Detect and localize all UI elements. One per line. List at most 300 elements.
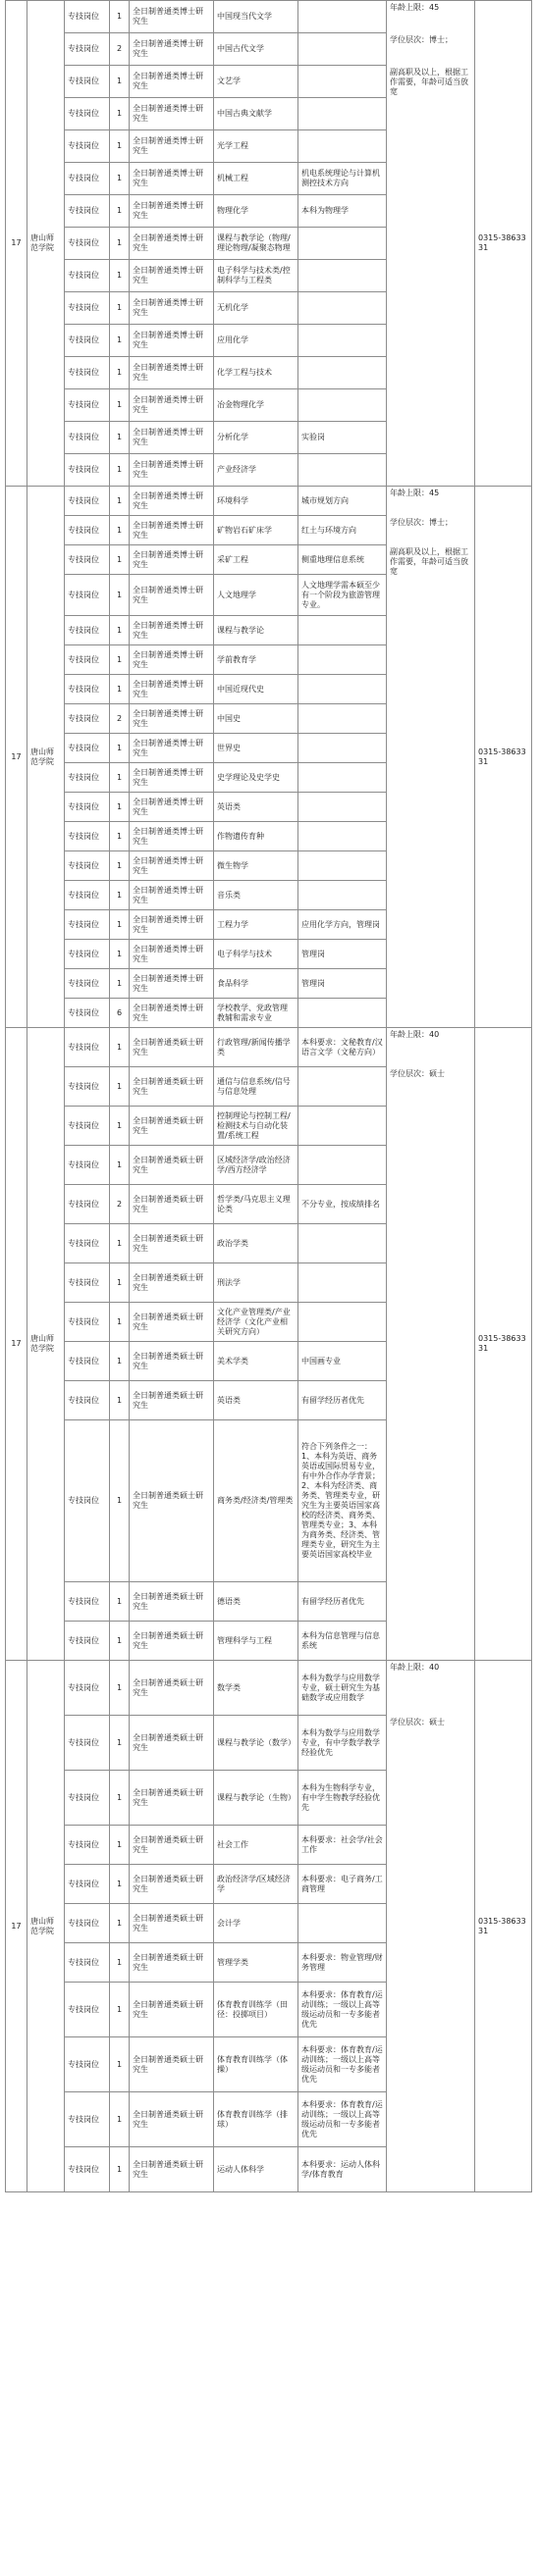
headcount-cell: 1: [110, 616, 130, 645]
education-cell: 全日制普通类博士研究生: [130, 98, 214, 130]
headcount-cell: 1: [110, 1622, 130, 1661]
requirement-text: 年龄上限：45: [390, 3, 440, 12]
position-type-cell: 专技岗位: [65, 516, 110, 545]
major-cell: 文艺学: [214, 66, 298, 98]
major-cell: 光学工程: [214, 130, 298, 163]
other-requirements-cell: 人文地理学需本硕至少有一个阶段为旅游管理专业。: [298, 575, 387, 616]
position-type-cell: 专技岗位: [65, 1771, 110, 1826]
position-type-cell: 专技岗位: [65, 1826, 110, 1865]
headcount-cell: 1: [110, 487, 130, 516]
other-requirements-cell: 管理岗: [298, 940, 387, 969]
unit-name-cell: 唐山师范学院: [27, 1028, 65, 1661]
headcount-cell: 1: [110, 292, 130, 325]
requirement-text: 副高职及以上，根据工作需要，年龄可适当放宽: [390, 68, 468, 96]
unit-name-cell: 唐山师范学院: [27, 1, 65, 487]
headcount-cell: 1: [110, 575, 130, 616]
headcount-cell: 1: [110, 1303, 130, 1342]
education-cell: 全日制普通类博士研究生: [130, 969, 214, 999]
position-type-cell: 专技岗位: [65, 228, 110, 260]
education-cell: 全日制普通类博士研究生: [130, 422, 214, 454]
position-type-cell: 专技岗位: [65, 163, 110, 195]
major-cell: 冶金物理化学: [214, 389, 298, 422]
education-cell: 全日制普通类硕士研究生: [130, 1067, 214, 1107]
education-cell: 全日制普通类博士研究生: [130, 66, 214, 98]
headcount-cell: 2: [110, 1185, 130, 1224]
major-cell: 中国古典文献学: [214, 98, 298, 130]
education-cell: 全日制普通类硕士研究生: [130, 1582, 214, 1622]
major-cell: 政治经济学/区域经济学: [214, 1865, 298, 1904]
position-type-cell: 专技岗位: [65, 325, 110, 357]
headcount-cell: 1: [110, 1943, 130, 1983]
position-type-cell: 专技岗位: [65, 851, 110, 881]
position-type-cell: 专技岗位: [65, 292, 110, 325]
other-requirements-cell: [298, 130, 387, 163]
education-cell: 全日制普通类硕士研究生: [130, 1263, 214, 1303]
requirement-text: 副高职及以上，根据工作需要，年龄可适当放宽: [390, 547, 468, 576]
position-type-cell: 专技岗位: [65, 1661, 110, 1716]
major-cell: 电子科学与技术类/控制科学与工程类: [214, 260, 298, 292]
position-type-cell: 专技岗位: [65, 1263, 110, 1303]
major-cell: 应用化学: [214, 325, 298, 357]
requirement-text: 年龄上限：40: [390, 1663, 440, 1672]
headcount-cell: 1: [110, 763, 130, 793]
education-cell: 全日制普通类博士研究生: [130, 545, 214, 575]
other-requirements-cell: 符合下列条件之一：1、本科为英语、商务英语或国际贸易专业，有中外合作办学背景；2、本科为经济类、商务类、管理类专业，研究生为主要英语国家高校的经济类、商务类、管理类专业；3、本科为商务类、经济类、管理类专业，研究生为主要英语国家高校毕业: [298, 1420, 387, 1582]
major-cell: 世界史: [214, 734, 298, 763]
major-cell: 环境科学: [214, 487, 298, 516]
unit-name-cell: 唐山师范学院: [27, 1661, 65, 2192]
table-body: [6, 1, 532, 2192]
major-cell: 中国现当代文学: [214, 1, 298, 33]
position-type-cell: 专技岗位: [65, 1146, 110, 1185]
major-cell: 哲学类/马克思主义理论类: [214, 1185, 298, 1224]
headcount-cell: 1: [110, 1342, 130, 1381]
education-cell: 全日制普通类硕士研究生: [130, 1661, 214, 1716]
position-type-cell: 专技岗位: [65, 1185, 110, 1224]
position-type-cell: 专技岗位: [65, 487, 110, 516]
position-type-cell: 专技岗位: [65, 1983, 110, 2037]
other-requirements-cell: [298, 1303, 387, 1342]
education-cell: 全日制普通类博士研究生: [130, 645, 214, 675]
section-number-cell: 17: [6, 1, 27, 487]
headcount-cell: 1: [110, 195, 130, 228]
other-requirements-cell: [298, 734, 387, 763]
headcount-cell: 1: [110, 545, 130, 575]
headcount-cell: 1: [110, 1904, 130, 1943]
other-requirements-cell: [298, 763, 387, 793]
position-type-cell: 专技岗位: [65, 910, 110, 940]
education-cell: 全日制普通类硕士研究生: [130, 1028, 214, 1067]
major-cell: 通信与信息系统/信号与信息处理: [214, 1067, 298, 1107]
recruitment-table: [5, 0, 532, 2192]
major-cell: 区域经济学/政治经济学/西方经济学: [214, 1146, 298, 1185]
other-requirements-cell: [298, 260, 387, 292]
other-requirements-cell: [298, 1224, 387, 1263]
major-cell: 德语类: [214, 1582, 298, 1622]
major-cell: 史学理论及史学史: [214, 763, 298, 793]
headcount-cell: 1: [110, 851, 130, 881]
other-requirements-cell: 本科为数学与应用数学专业，有中学数学教学经验优先: [298, 1716, 387, 1771]
education-cell: 全日制普通类博士研究生: [130, 793, 214, 822]
other-requirements-cell: [298, 228, 387, 260]
headcount-cell: 2: [110, 704, 130, 734]
major-cell: 采矿工程: [214, 545, 298, 575]
position-type-cell: 专技岗位: [65, 195, 110, 228]
headcount-cell: 1: [110, 260, 130, 292]
other-requirements-cell: 实验岗: [298, 422, 387, 454]
major-cell: 中国古代文学: [214, 33, 298, 66]
major-cell: 产业经济学: [214, 454, 298, 487]
headcount-cell: 1: [110, 1, 130, 33]
position-type-cell: 专技岗位: [65, 704, 110, 734]
major-cell: 运动人体科学: [214, 2147, 298, 2192]
headcount-cell: 1: [110, 1716, 130, 1771]
major-cell: 中国史: [214, 704, 298, 734]
education-cell: 全日制普通类硕士研究生: [130, 1381, 214, 1420]
headcount-cell: 1: [110, 163, 130, 195]
headcount-cell: 1: [110, 130, 130, 163]
position-type-cell: 专技岗位: [65, 1028, 110, 1067]
major-cell: 作物遗传育种: [214, 822, 298, 851]
headcount-cell: 1: [110, 98, 130, 130]
other-requirements-cell: 本科要求：运动人体科学/体育教育: [298, 2147, 387, 2192]
headcount-cell: 1: [110, 1661, 130, 1716]
headcount-cell: 1: [110, 1263, 130, 1303]
other-requirements-cell: [298, 1107, 387, 1146]
major-cell: 学前教育学: [214, 645, 298, 675]
position-type-cell: 专技岗位: [65, 1303, 110, 1342]
other-requirements-cell: [298, 389, 387, 422]
headcount-cell: 1: [110, 422, 130, 454]
position-type-cell: 专技岗位: [65, 575, 110, 616]
headcount-cell: 2: [110, 33, 130, 66]
position-type-cell: 专技岗位: [65, 545, 110, 575]
headcount-cell: 1: [110, 357, 130, 389]
requirement-text: 年龄上限：40: [390, 1030, 440, 1039]
other-requirements-cell: [298, 851, 387, 881]
education-cell: 全日制普通类硕士研究生: [130, 1303, 214, 1342]
position-type-cell: 专技岗位: [65, 940, 110, 969]
major-cell: 工程力学: [214, 910, 298, 940]
headcount-cell: 1: [110, 1771, 130, 1826]
education-cell: 全日制普通类硕士研究生: [130, 2147, 214, 2192]
position-type-cell: 专技岗位: [65, 98, 110, 130]
other-requirements-cell: 本科为物理学: [298, 195, 387, 228]
major-cell: 体育教育训练学（体操）: [214, 2037, 298, 2092]
education-cell: 全日制普通类博士研究生: [130, 675, 214, 704]
headcount-cell: 1: [110, 822, 130, 851]
other-requirements-cell: 中国画专业: [298, 1342, 387, 1381]
headcount-cell: 1: [110, 2037, 130, 2092]
education-cell: 全日制普通类博士研究生: [130, 228, 214, 260]
other-requirements-cell: [298, 33, 387, 66]
major-cell: 分析化学: [214, 422, 298, 454]
education-cell: 全日制普通类硕士研究生: [130, 1342, 214, 1381]
major-cell: 微生物学: [214, 851, 298, 881]
other-requirements-cell: [298, 66, 387, 98]
headcount-cell: 1: [110, 1107, 130, 1146]
other-requirements-cell: [298, 1904, 387, 1943]
section-number-cell: 17: [6, 1661, 27, 2192]
major-cell: 机械工程: [214, 163, 298, 195]
other-requirements-cell: 有留学经历者优先: [298, 1582, 387, 1622]
education-cell: 全日制普通类硕士研究生: [130, 1983, 214, 2037]
education-cell: 全日制普通类博士研究生: [130, 822, 214, 851]
headcount-cell: 1: [110, 454, 130, 487]
major-cell: 课程与教学论（数学）: [214, 1716, 298, 1771]
other-requirements-cell: [298, 98, 387, 130]
position-type-cell: 专技岗位: [65, 2037, 110, 2092]
headcount-cell: 1: [110, 1983, 130, 2037]
headcount-cell: 1: [110, 1420, 130, 1582]
other-requirements-cell: 本科为生物科学专业，有中学生物教学经验优先: [298, 1771, 387, 1826]
headcount-cell: 1: [110, 516, 130, 545]
education-cell: 全日制普通类博士研究生: [130, 516, 214, 545]
other-requirements-cell: 城市规划方向: [298, 487, 387, 516]
major-cell: 社会工作: [214, 1826, 298, 1865]
major-cell: 控制理论与控制工程/检测技术与自动化装置/系统工程: [214, 1107, 298, 1146]
contact-phone-cell: 0315-3863331: [475, 487, 532, 1028]
requirement-text: 学位层次：博士；: [390, 35, 453, 44]
other-requirements-cell: 侧重地理信息系统: [298, 545, 387, 575]
education-cell: 全日制普通类硕士研究生: [130, 1904, 214, 1943]
major-cell: 无机化学: [214, 292, 298, 325]
education-cell: 全日制普通类博士研究生: [130, 704, 214, 734]
other-requirements-cell: 本科要求：文秘教育/汉语言文学（文秘方向）: [298, 1028, 387, 1067]
major-cell: 行政管理/新闻传播学类: [214, 1028, 298, 1067]
other-requirements-cell: [298, 1067, 387, 1107]
headcount-cell: 1: [110, 969, 130, 999]
other-requirements-cell: [298, 1, 387, 33]
headcount-cell: 1: [110, 1028, 130, 1067]
headcount-cell: 1: [110, 325, 130, 357]
other-requirements-cell: [298, 645, 387, 675]
position-type-cell: 专技岗位: [65, 881, 110, 910]
headcount-cell: 1: [110, 881, 130, 910]
headcount-cell: 1: [110, 940, 130, 969]
position-type-cell: 专技岗位: [65, 66, 110, 98]
education-cell: 全日制普通类博士研究生: [130, 851, 214, 881]
position-type-cell: 专技岗位: [65, 1865, 110, 1904]
other-requirements-cell: 本科要求：物业管理/财务管理: [298, 1943, 387, 1983]
other-requirements-cell: 本科为数学与应用数学专业，硕士研究生为基础数学或应用数学: [298, 1661, 387, 1716]
headcount-cell: 1: [110, 389, 130, 422]
headcount-cell: 1: [110, 645, 130, 675]
education-cell: 全日制普通类博士研究生: [130, 325, 214, 357]
position-type-cell: 专技岗位: [65, 1107, 110, 1146]
other-requirements-cell: [298, 454, 387, 487]
position-type-cell: 专技岗位: [65, 1381, 110, 1420]
other-requirements-cell: [298, 822, 387, 851]
position-type-cell: 专技岗位: [65, 822, 110, 851]
position-type-cell: 专技岗位: [65, 1904, 110, 1943]
major-cell: 会计学: [214, 1904, 298, 1943]
section-number-cell: 17: [6, 1028, 27, 1661]
education-cell: 全日制普通类博士研究生: [130, 454, 214, 487]
other-requirements-cell: [298, 793, 387, 822]
headcount-cell: 1: [110, 910, 130, 940]
other-requirements-cell: 不分专业，按成绩排名: [298, 1185, 387, 1224]
education-cell: 全日制普通类硕士研究生: [130, 1224, 214, 1263]
education-cell: 全日制普通类博士研究生: [130, 195, 214, 228]
education-cell: 全日制普通类硕士研究生: [130, 1185, 214, 1224]
major-cell: 物理化学: [214, 195, 298, 228]
other-requirements-cell: [298, 292, 387, 325]
education-cell: 全日制普通类博士研究生: [130, 881, 214, 910]
major-cell: 文化产业管理类/产业经济学（文化产业相关研究方向）: [214, 1303, 298, 1342]
position-type-cell: 专技岗位: [65, 2147, 110, 2192]
headcount-cell: 1: [110, 1582, 130, 1622]
major-cell: 管理科学与工程: [214, 1622, 298, 1661]
table-row: [6, 1028, 532, 1067]
other-requirements-cell: [298, 325, 387, 357]
education-cell: 全日制普通类博士研究生: [130, 575, 214, 616]
education-cell: 全日制普通类硕士研究生: [130, 1826, 214, 1865]
education-cell: 全日制普通类博士研究生: [130, 292, 214, 325]
position-type-cell: 专技岗位: [65, 1224, 110, 1263]
table-row: [6, 1, 532, 33]
section-number-cell: 17: [6, 487, 27, 1028]
other-requirements-cell: [298, 881, 387, 910]
major-cell: 商务类/经济类/管理类: [214, 1420, 298, 1582]
position-type-cell: 专技岗位: [65, 616, 110, 645]
major-cell: 课程与教学论（物理/理论物理/凝聚态物理: [214, 228, 298, 260]
other-requirements-cell: [298, 357, 387, 389]
other-requirements-cell: 有留学经历者优先: [298, 1381, 387, 1420]
education-cell: 全日制普通类硕士研究生: [130, 1865, 214, 1904]
education-cell: 全日制普通类硕士研究生: [130, 2092, 214, 2147]
education-cell: 全日制普通类硕士研究生: [130, 1420, 214, 1582]
position-type-cell: 专技岗位: [65, 734, 110, 763]
position-type-cell: 专技岗位: [65, 969, 110, 999]
major-cell: 课程与教学论（生物）: [214, 1771, 298, 1826]
education-cell: 全日制普通类博士研究生: [130, 33, 214, 66]
position-type-cell: 专技岗位: [65, 130, 110, 163]
education-cell: 全日制普通类博士研究生: [130, 999, 214, 1028]
education-cell: 全日制普通类硕士研究生: [130, 1107, 214, 1146]
major-cell: 电子科学与技术: [214, 940, 298, 969]
other-requirements-cell: 本科要求：电子商务/工商管理: [298, 1865, 387, 1904]
other-requirements-cell: [298, 616, 387, 645]
headcount-cell: 1: [110, 1381, 130, 1420]
other-requirements-cell: 本科要求：社会学/社会工作: [298, 1826, 387, 1865]
requirement-text: 学位层次：硕士: [390, 1069, 445, 1078]
contact-phone-cell: 0315-3863331: [475, 1, 532, 487]
general-requirements-cell: [387, 487, 475, 1028]
contact-phone-cell: 0315-3863331: [475, 1028, 532, 1661]
other-requirements-cell: 红土与环境方向: [298, 516, 387, 545]
major-cell: 课程与教学论: [214, 616, 298, 645]
headcount-cell: 1: [110, 2147, 130, 2192]
education-cell: 全日制普通类博士研究生: [130, 1, 214, 33]
position-type-cell: 专技岗位: [65, 1943, 110, 1983]
position-type-cell: 专技岗位: [65, 389, 110, 422]
position-type-cell: 专技岗位: [65, 1067, 110, 1107]
general-requirements-cell: [387, 1028, 475, 1661]
headcount-cell: 1: [110, 793, 130, 822]
major-cell: 化学工程与技术: [214, 357, 298, 389]
headcount-cell: 1: [110, 2092, 130, 2147]
education-cell: 全日制普通类博士研究生: [130, 487, 214, 516]
headcount-cell: 1: [110, 1146, 130, 1185]
education-cell: 全日制普通类博士研究生: [130, 130, 214, 163]
education-cell: 全日制普通类硕士研究生: [130, 2037, 214, 2092]
other-requirements-cell: [298, 704, 387, 734]
contact-phone-cell: 0315-3863331: [475, 1661, 532, 2192]
position-type-cell: 专技岗位: [65, 1582, 110, 1622]
education-cell: 全日制普通类博士研究生: [130, 763, 214, 793]
major-cell: 学校教学、党政管理教辅和需求专业: [214, 999, 298, 1028]
position-type-cell: 专技岗位: [65, 357, 110, 389]
education-cell: 全日制普通类博士研究生: [130, 260, 214, 292]
position-type-cell: 专技岗位: [65, 675, 110, 704]
education-cell: 全日制普通类博士研究生: [130, 163, 214, 195]
position-type-cell: 专技岗位: [65, 2092, 110, 2147]
table-row: [6, 1661, 532, 1716]
major-cell: 英语类: [214, 793, 298, 822]
other-requirements-cell: 本科要求：体育教育/运动训练；一级以上高等级运动员和一专多能者优先: [298, 1983, 387, 2037]
general-requirements-cell: [387, 1, 475, 487]
major-cell: 矿物岩石矿床学: [214, 516, 298, 545]
position-type-cell: 专技岗位: [65, 1342, 110, 1381]
other-requirements-cell: 本科要求：体育教育/运动训练；一级以上高等级运动员和一专多能者优先: [298, 2092, 387, 2147]
position-type-cell: 专技岗位: [65, 763, 110, 793]
education-cell: 全日制普通类博士研究生: [130, 910, 214, 940]
other-requirements-cell: [298, 999, 387, 1028]
position-type-cell: 专技岗位: [65, 1622, 110, 1661]
table-row: [6, 487, 532, 516]
education-cell: 全日制普通类博士研究生: [130, 940, 214, 969]
requirement-text: 学位层次：硕士: [390, 1718, 445, 1726]
headcount-cell: 1: [110, 734, 130, 763]
other-requirements-cell: [298, 675, 387, 704]
major-cell: 体育教育训练学（排球）: [214, 2092, 298, 2147]
education-cell: 全日制普通类博士研究生: [130, 734, 214, 763]
major-cell: 音乐类: [214, 881, 298, 910]
position-type-cell: 专技岗位: [65, 1, 110, 33]
general-requirements-cell: [387, 1661, 475, 2192]
major-cell: 数学类: [214, 1661, 298, 1716]
other-requirements-cell: 应用化学方向，管理岗: [298, 910, 387, 940]
other-requirements-cell: [298, 1146, 387, 1185]
headcount-cell: 1: [110, 1067, 130, 1107]
position-type-cell: 专技岗位: [65, 33, 110, 66]
position-type-cell: 专技岗位: [65, 454, 110, 487]
education-cell: 全日制普通类硕士研究生: [130, 1622, 214, 1661]
education-cell: 全日制普通类硕士研究生: [130, 1146, 214, 1185]
position-type-cell: 专技岗位: [65, 999, 110, 1028]
major-cell: 刑法学: [214, 1263, 298, 1303]
position-type-cell: 专技岗位: [65, 422, 110, 454]
headcount-cell: 6: [110, 999, 130, 1028]
education-cell: 全日制普通类博士研究生: [130, 616, 214, 645]
major-cell: 体育教育训练学（田径：投掷项目）: [214, 1983, 298, 2037]
other-requirements-cell: 管理岗: [298, 969, 387, 999]
headcount-cell: 1: [110, 66, 130, 98]
major-cell: 中国近现代史: [214, 675, 298, 704]
position-type-cell: 专技岗位: [65, 1716, 110, 1771]
position-type-cell: 专技岗位: [65, 1420, 110, 1582]
major-cell: 英语类: [214, 1381, 298, 1420]
other-requirements-cell: 本科为信息管理与信息系统: [298, 1622, 387, 1661]
position-type-cell: 专技岗位: [65, 793, 110, 822]
headcount-cell: 1: [110, 228, 130, 260]
major-cell: 政治学类: [214, 1224, 298, 1263]
education-cell: 全日制普通类硕士研究生: [130, 1943, 214, 1983]
major-cell: 食品科学: [214, 969, 298, 999]
education-cell: 全日制普通类硕士研究生: [130, 1716, 214, 1771]
requirement-text: 学位层次：博士；: [390, 518, 453, 527]
